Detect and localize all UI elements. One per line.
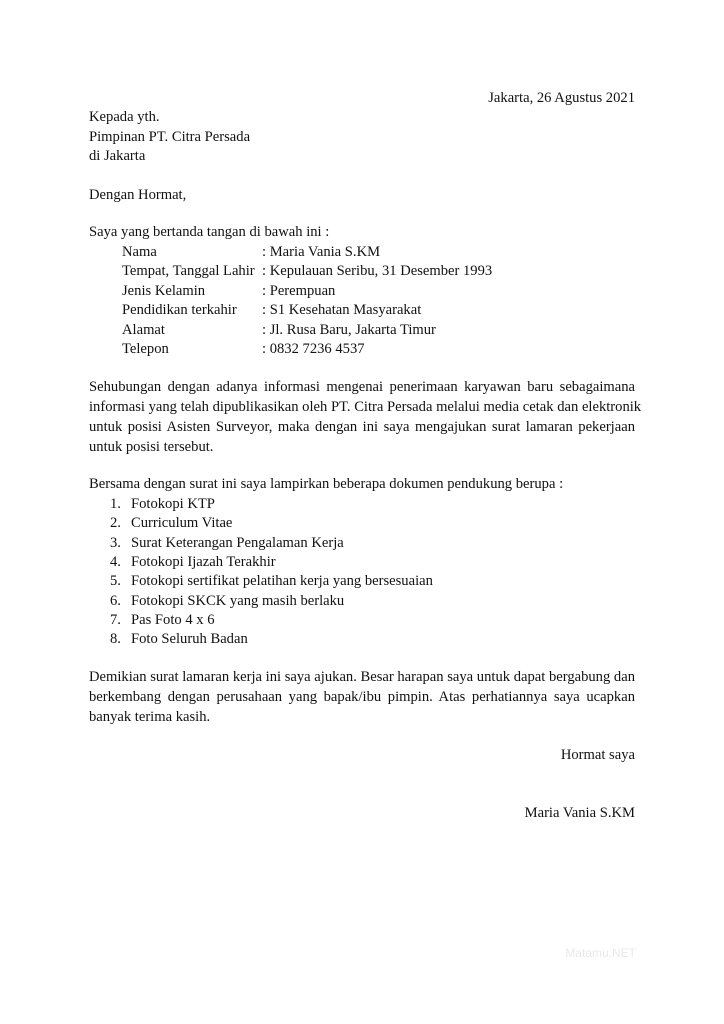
detail-value: : 0832 7236 4537: [262, 341, 365, 357]
list-text: Fotokopi Ijazah Terakhir: [131, 554, 276, 570]
detail-label: Alamat: [122, 322, 165, 338]
list-number: 2.: [110, 515, 121, 531]
detail-label: Jenis Kelamin: [122, 283, 206, 299]
attachments-intro: Bersama dengan surat ini saya lampirkan beberapa dokumen pendukung berupa :: [89, 476, 564, 492]
recipient-line: Kepada yth.: [89, 109, 160, 125]
list-number: 4.: [110, 554, 121, 570]
detail-value: : Perempuan: [262, 283, 336, 299]
list-text: Curriculum Vitae: [131, 515, 233, 531]
detail-value: : Kepulauan Seribu, 31 Desember 1993: [262, 263, 493, 279]
paragraph-line: Sehubungan dengan adanya informasi mengenai penerimaan karyawan baru sebagaimana: [89, 379, 635, 395]
detail-value: : Jl. Rusa Baru, Jakarta Timur: [262, 322, 436, 338]
list-number: 5.: [110, 573, 121, 589]
list-number: 6.: [110, 593, 121, 609]
list-number: 3.: [110, 535, 121, 551]
signatory-name: Maria Vania S.KM: [524, 805, 635, 821]
list-number: 7.: [110, 612, 121, 628]
detail-value: : Maria Vania S.KM: [262, 244, 381, 260]
paragraph-line: berkembang dengan perusahaan yang bapak/ibu pimpin. Atas perhatiannya saya ucapkan: [89, 689, 635, 705]
recipient-line: Pimpinan PT. Citra Persada: [89, 129, 251, 145]
paragraph-line: banyak terima kasih.: [89, 709, 211, 725]
list-number: 8.: [110, 631, 121, 647]
paragraph-line: untuk posisi tersebut.: [89, 439, 214, 455]
greeting: Dengan Hormat,: [89, 187, 187, 203]
list-text: Surat Keterangan Pengalaman Kerja: [131, 535, 344, 551]
paragraph-line: informasi yang telah dipublikasikan oleh PT. Citra Persada melalui media cetak dan elektronik: [89, 399, 642, 415]
list-text: Foto Seluruh Badan: [131, 631, 248, 647]
application-paragraph: [89, 377, 642, 457]
paragraph-line: Demikian surat lamaran kerja ini saya ajukan. Besar harapan saya untuk dapat bergabung dan: [89, 669, 635, 685]
detail-label: Telepon: [122, 341, 169, 357]
list-number: 1.: [110, 496, 121, 512]
watermark: Matamu.NET: [565, 946, 636, 960]
list-text: Fotokopi sertifikat pelatihan kerja yang bersesuaian: [131, 573, 433, 589]
detail-label: Nama: [122, 244, 157, 260]
closing-paragraph: [89, 667, 635, 727]
intro-text: Saya yang bertanda tangan di bawah ini :: [89, 224, 330, 240]
recipient-line: di Jakarta: [89, 148, 146, 164]
detail-label: Pendidikan terkahir: [122, 302, 237, 318]
list-text: Pas Foto 4 x 6: [131, 612, 215, 628]
sign-off: Hormat saya: [560, 747, 635, 763]
letter-date: Jakarta, 26 Agustus 2021: [488, 90, 635, 106]
detail-label: Tempat, Tanggal Lahir: [122, 263, 255, 279]
detail-value: : S1 Kesehatan Masyarakat: [262, 302, 422, 318]
list-text: Fotokopi SKCK yang masih berlaku: [131, 593, 345, 609]
paragraph-line: untuk posisi Asisten Surveyor, maka dengan ini saya mengajukan surat lamaran pekerjaan: [89, 419, 635, 435]
list-text: Fotokopi KTP: [131, 496, 215, 512]
